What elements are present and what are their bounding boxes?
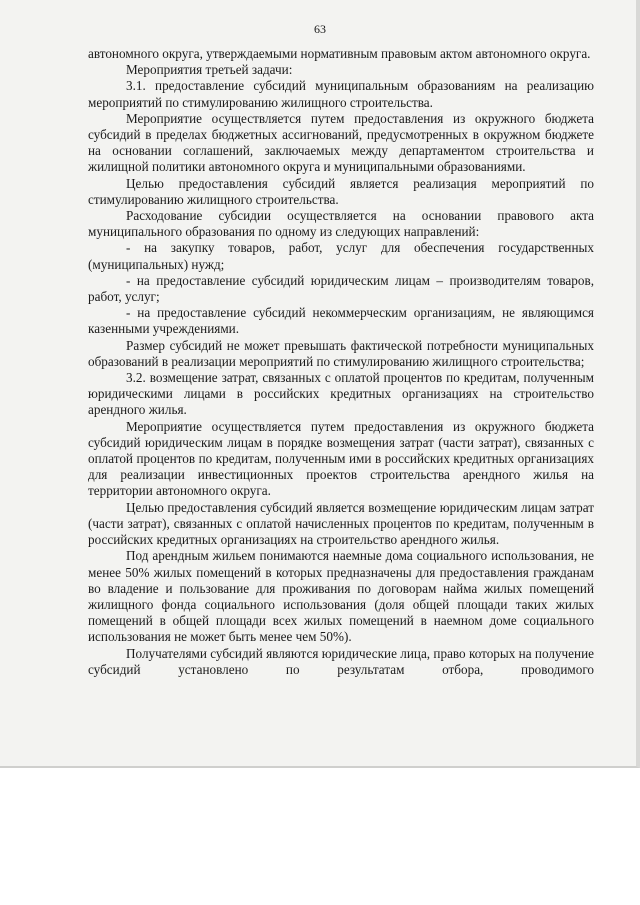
paragraph-item-3-2: 3.2. возмещение затрат, связанных с оплатой процентов по кредитам, полученным юридическими лицами в российских кредитных организациях на строительство арендного жилья. [88,370,594,418]
paragraph-recipients: Получателями субсидий являются юридические лица, право которых на получение субсидий установлено по результатам отбора, проводимого [88,645,594,677]
paragraph-direction-3: - на предоставление субсидий некоммерческим организациям, не являющимся казенными учреждениями. [88,305,594,337]
page-number: 63 [314,22,326,36]
paragraph-tasks-heading: Мероприятия третьей задачи: [126,62,293,78]
paragraph-measure-3-2: Мероприятие осуществляется путем предоставления из окружного бюджета субсидий юридическим лицам в порядке возмещения затрат (части затрат), связанных с оплатой процентов по кредитам, полученным ими в российских кредитных организациях для реализации инвестиционных проектов строительства арендного жилья на территории автономного округа. [88,418,594,499]
document-body [88,46,594,678]
paragraph-continuation: автономного округа, утверждаемыми нормативным правовым актом автономного округа. [88,46,591,61]
paragraph-rental-housing: Под арендным жильем понимаются наемные дома социального использования, не менее 50% жилых помещений в которых предназначены для предоставления гражданам во владение и пользование для проживания по договорам найма жилых помещений жилищного фонда социального использования (доля общей площади таких жилых помещений в общей площади всех жилых помещений в наемном доме социального использования не может быть менее чем 50%). [88,548,594,645]
paragraph-spending: Расходование субсидии осуществляется на основании правового акта муниципального образования по одному из следующих направлений: [88,208,594,240]
paragraph-item-3-1: 3.1. предоставление субсидий муниципальным образованиям на реализацию мероприятий по стимулированию жилищного строительства. [88,78,594,110]
paragraph-measure-3-1: Мероприятие осуществляется путем предоставления из окружного бюджета субсидий в пределах бюджетных ассигнований, предусмотренных в окружном бюджете на основании соглашений, заключаемых между департаментом строительства и жилищной политики автономного округа и муниципальными образованиями. [88,110,594,175]
paragraph-goal-3-1: Целью предоставления субсидий является реализация мероприятий по стимулированию жилищного строительства. [88,175,594,207]
paragraph-goal-3-2: Целью предоставления субсидий является возмещение юридическим лицам затрат (части затрат), связанных с оплатой начисленных процентов по кредитам, полученным в российских кредитных организациях на строительство арендного жилья. [88,499,594,548]
paragraph-subsidy-size: Размер субсидий не может превышать фактической потребности муниципальных образований в реализации мероприятий по стимулированию жилищного строительства; [88,337,594,369]
blank-margin [0,768,640,905]
paragraph-direction-1: - на закупку товаров, работ, услуг для обеспечения государственных (муниципальных) нужд; [88,240,594,272]
paragraph-direction-2: - на предоставление субсидий юридическим лицам – производителям товаров, работ, услуг; [88,272,594,305]
